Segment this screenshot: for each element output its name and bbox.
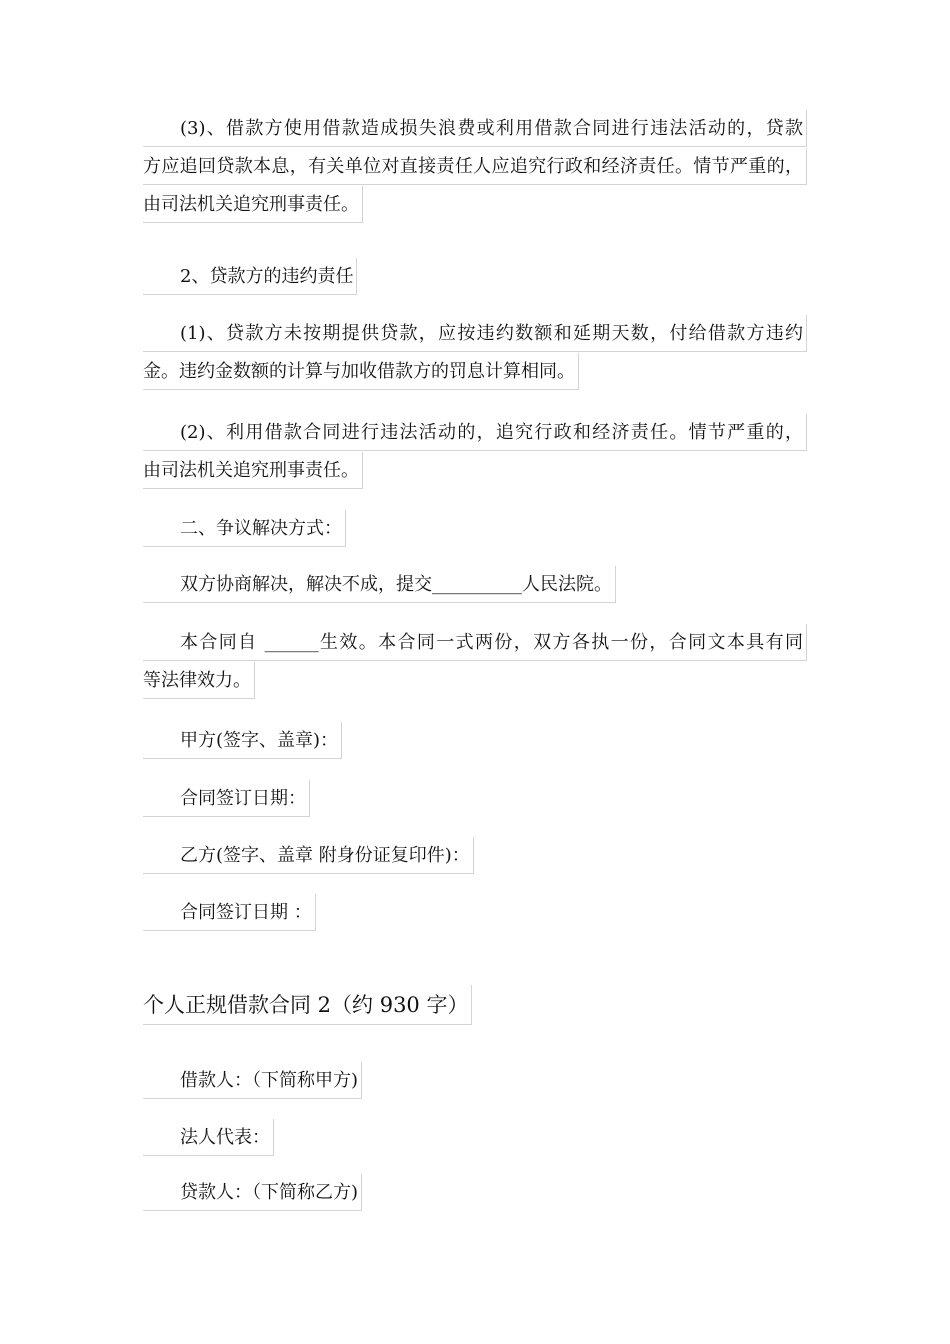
- lender-clause-2: [143, 414, 807, 490]
- party-line: 法人代表：: [143, 1119, 274, 1156]
- text-line: 方应追回贷款本息，有关单位对直接责任人应追究行政和经济责任。情节严重的，: [143, 148, 807, 185]
- lender-breach-heading: [143, 258, 807, 296]
- liability-clause-3: [143, 110, 807, 224]
- effect-clause: [143, 624, 807, 700]
- dispute-heading: [143, 510, 807, 548]
- text-line: (1)、贷款方未按期提供贷款，应按违约数额和延期天数，付给借款方违约: [143, 315, 807, 352]
- signature-line: 合同签订日期：: [143, 780, 310, 817]
- text-line: (2)、利用借款合同进行违法活动的，追究行政和经济责任。情节严重的，: [143, 414, 807, 451]
- party-line: 贷款人：（下简称乙方): [143, 1174, 362, 1211]
- text-line: 金。违约金数额的计算与加收借款方的罚息计算相同。: [143, 353, 579, 390]
- sign-date-b: [143, 894, 807, 932]
- text-line: (3)、借款方使用借款造成损失浪费或利用借款合同进行违法活动的，贷款: [143, 110, 807, 147]
- section-heading: 二、争议解决方式：: [143, 510, 346, 547]
- contract-title: 个人正规借款合同 2（约 930 字）: [143, 985, 472, 1025]
- lender-line: [143, 1174, 807, 1212]
- section-heading: 2、贷款方的违约责任: [143, 258, 357, 295]
- contract2-heading: [143, 985, 807, 1025]
- party-b-signature: [143, 837, 807, 875]
- party-a-signature: [143, 722, 807, 760]
- borrower-line: [143, 1062, 807, 1100]
- text-line: 双方协商解决，解决不成，提交__________人民法院。: [143, 566, 616, 603]
- legal-rep-line: [143, 1119, 807, 1157]
- signature-line: 合同签订日期 ：: [143, 894, 316, 931]
- text-line: 由司法机关追究刑事责任。: [143, 186, 363, 223]
- lender-clause-1: [143, 315, 807, 391]
- party-line: 借款人：（下简称甲方): [143, 1062, 362, 1099]
- text-line: 本合同自 ______生效。本合同一式两份，双方各执一份，合同文本具有同: [143, 624, 807, 661]
- text-line: 等法律效力。: [143, 662, 255, 699]
- signature-line: 甲方(签字、盖章)：: [143, 722, 342, 759]
- dispute-text: [143, 566, 807, 604]
- signature-line: 乙方(签字、盖章 附身份证复印件)：: [143, 837, 474, 874]
- sign-date-a: [143, 780, 807, 818]
- text-line: 由司法机关追究刑事责任。: [143, 452, 363, 489]
